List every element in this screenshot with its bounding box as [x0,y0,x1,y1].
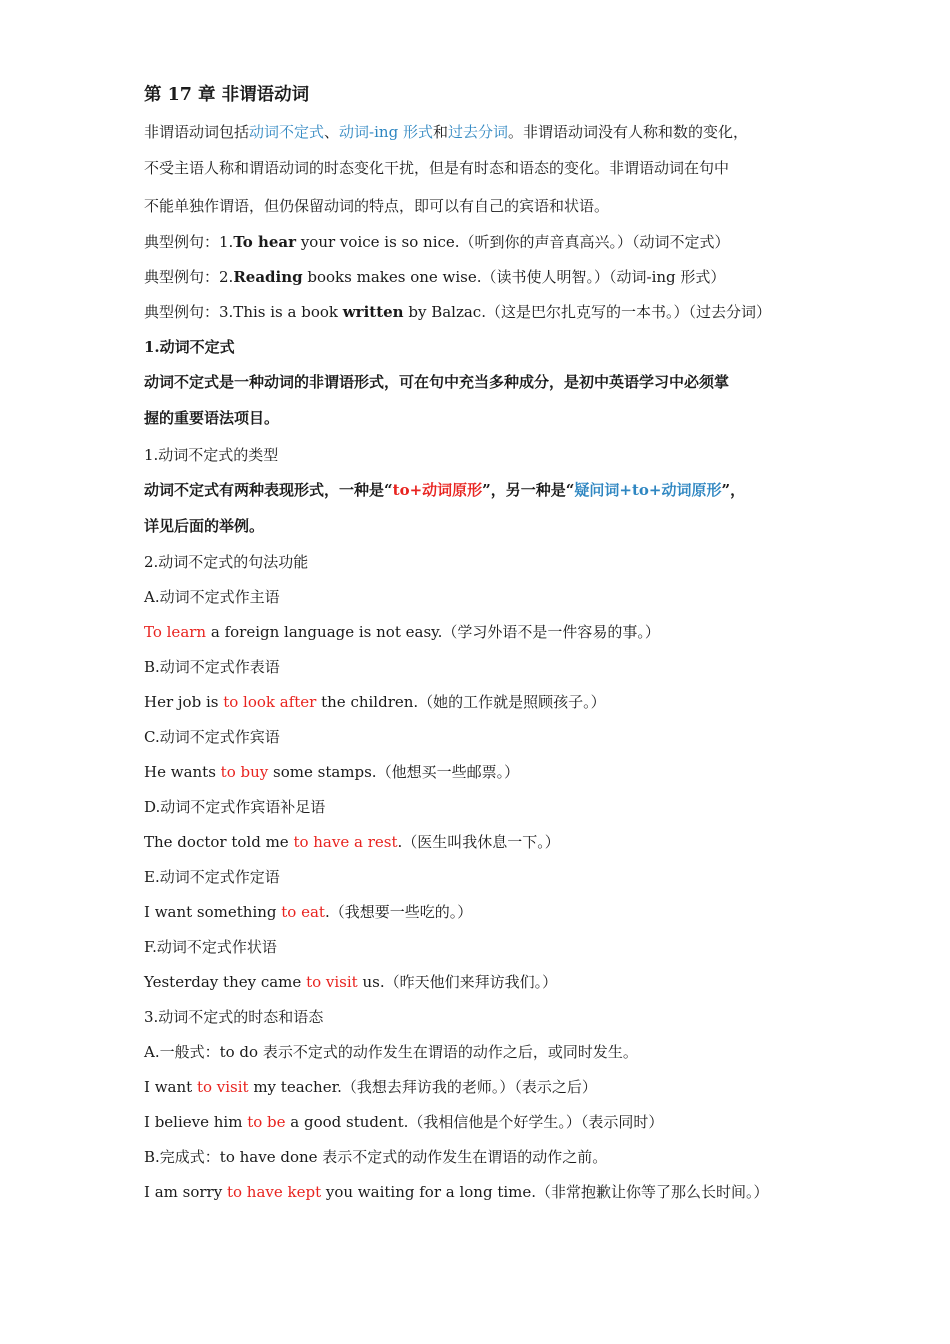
example-suffix: my teacher.（我想去拜访我的老师。）（表示之后） [248,1078,597,1096]
function-label: F.动词不定式作状语 [144,938,277,956]
example-bold: Reading [233,268,303,286]
function-example [144,615,824,650]
example-bold: written [342,303,404,321]
tense-example [144,1105,824,1140]
function-label: E.动词不定式作定语 [144,868,280,886]
form-to-base: to+动词原形 [392,480,483,499]
example-suffix: books makes one wise.（读书使人明智。）（动词-ing 形式） [302,268,726,286]
infinitive-highlight: to buy [220,763,269,781]
section-desc-line-1: 动词不定式是一种动词的非谓语形式，可在句中充当多种成分，是初中英语学习中必须掌 [144,373,730,391]
example-suffix: the children.（她的工作就是照顾孩子。） [316,693,606,711]
example-suffix: you waiting for a long time.（非常抱歉让你等了那么长时间。） [321,1183,769,1201]
infinitive-highlight: to have a rest [293,833,398,851]
intro-line-3: 不能单独作谓语，但仍保留动词的特点，即可以有自己的宾语和状语。 [144,196,610,215]
types-desc-line-1 [144,473,824,508]
chapter-title: 第 17 章 非谓语动词 [144,85,310,105]
infinitive-highlight: to be [247,1113,286,1131]
example-suffix: a good student.（我相信他是个好学生。）（表示同时） [285,1113,664,1131]
example-suffix: by Balzac.（这是巴尔扎克写的一本书。）（过去分词） [403,303,771,321]
document-page [144,80,824,1210]
example-prefix: I am sorry [144,1183,227,1201]
tense-example [144,1175,824,1210]
example-prefix: 典型例句：1. [144,233,234,251]
infinitive-highlight: to have kept [226,1183,322,1201]
types-text: 动词不定式有两种表现形式，一种是“ [144,480,393,499]
function-example [144,965,824,1000]
types-heading: 1.动词不定式的类型 [144,445,279,464]
infinitive-highlight: To learn [144,623,207,641]
function-example [144,755,824,790]
example-prefix: 典型例句：3.This is a book [144,303,343,321]
term-past-participle: 过去分词 [447,123,508,141]
function-label: B.动词不定式作表语 [144,658,280,676]
function-example [144,895,824,930]
example-sentence-2 [144,260,824,295]
tense-heading: 3.动词不定式的时态和语态 [144,1008,324,1026]
term-infinitive: 动词不定式 [249,123,325,141]
intro-line-1 [144,115,824,150]
example-suffix: us.（昨天他们来拜访我们。） [357,973,558,991]
example-suffix: .（医生叫我休息一下。） [397,833,560,851]
example-suffix: .（我想要一些吃的。） [324,903,473,921]
function-example [144,685,824,720]
section-desc-line-2: 握的重要语法项目。 [144,409,280,427]
types-desc-line-2: 详见后面的举例。 [144,516,265,535]
tense-example [144,1070,824,1105]
types-text: ”，另一种是“ [482,480,575,499]
example-bold: To hear [233,233,297,251]
function-label: A.动词不定式作主语 [144,588,280,606]
example-prefix: He wants [144,763,221,781]
example-prefix: I want [144,1078,197,1096]
intro-text: 。非谓语动词没有人称和数的变化， [507,123,748,141]
intro-text: 和 [432,123,448,141]
function-heading: 2.动词不定式的句法功能 [144,553,309,571]
example-prefix: Yesterday they came [144,973,307,991]
intro-line-2: 不受主语人称和谓语动词的时态变化干扰，但是有时态和语态的变化。非谓语动词在句中 [144,159,730,177]
function-example [144,825,824,860]
example-sentence-1 [144,225,824,260]
example-prefix: The doctor told me [144,833,294,851]
infinitive-highlight: to eat [281,903,325,921]
example-prefix: 典型例句：2. [144,268,234,286]
infinitive-highlight: to visit [306,973,358,991]
example-prefix: I want something [144,903,282,921]
tense-simple-desc: A.一般式：to do 表示不定式的动作发生在谓语的动作之后，或同时发生。 [144,1043,638,1061]
intro-text: 非谓语动词包括 [144,123,250,141]
example-prefix: I believe him [144,1113,248,1131]
tense-perfect-desc: B.完成式：to have done 表示不定式的动作发生在谓语的动作之前。 [144,1148,608,1166]
term-ing-form: 动词-ing 形式 [339,123,433,141]
example-prefix: Her job is [144,693,224,711]
example-suffix: some stamps.（他想买一些邮票。） [268,763,520,781]
example-sentence-3 [144,295,824,330]
intro-text: 、 [324,123,340,141]
section-heading-infinitive: 1.动词不定式 [144,338,235,356]
infinitive-highlight: to visit [196,1078,249,1096]
function-label: C.动词不定式作宾语 [144,728,280,746]
example-suffix: your voice is so nice.（听到你的声音真高兴。）（动词不定式） [296,233,730,251]
types-text: ”， [721,480,746,499]
function-label: D.动词不定式作宾语补足语 [144,798,326,816]
example-suffix: a foreign language is not easy.（学习外语不是一件容易的事。） [206,623,660,641]
infinitive-highlight: to look after [223,693,317,711]
form-wh-to-base: 疑问词+to+动词原形 [574,480,722,499]
